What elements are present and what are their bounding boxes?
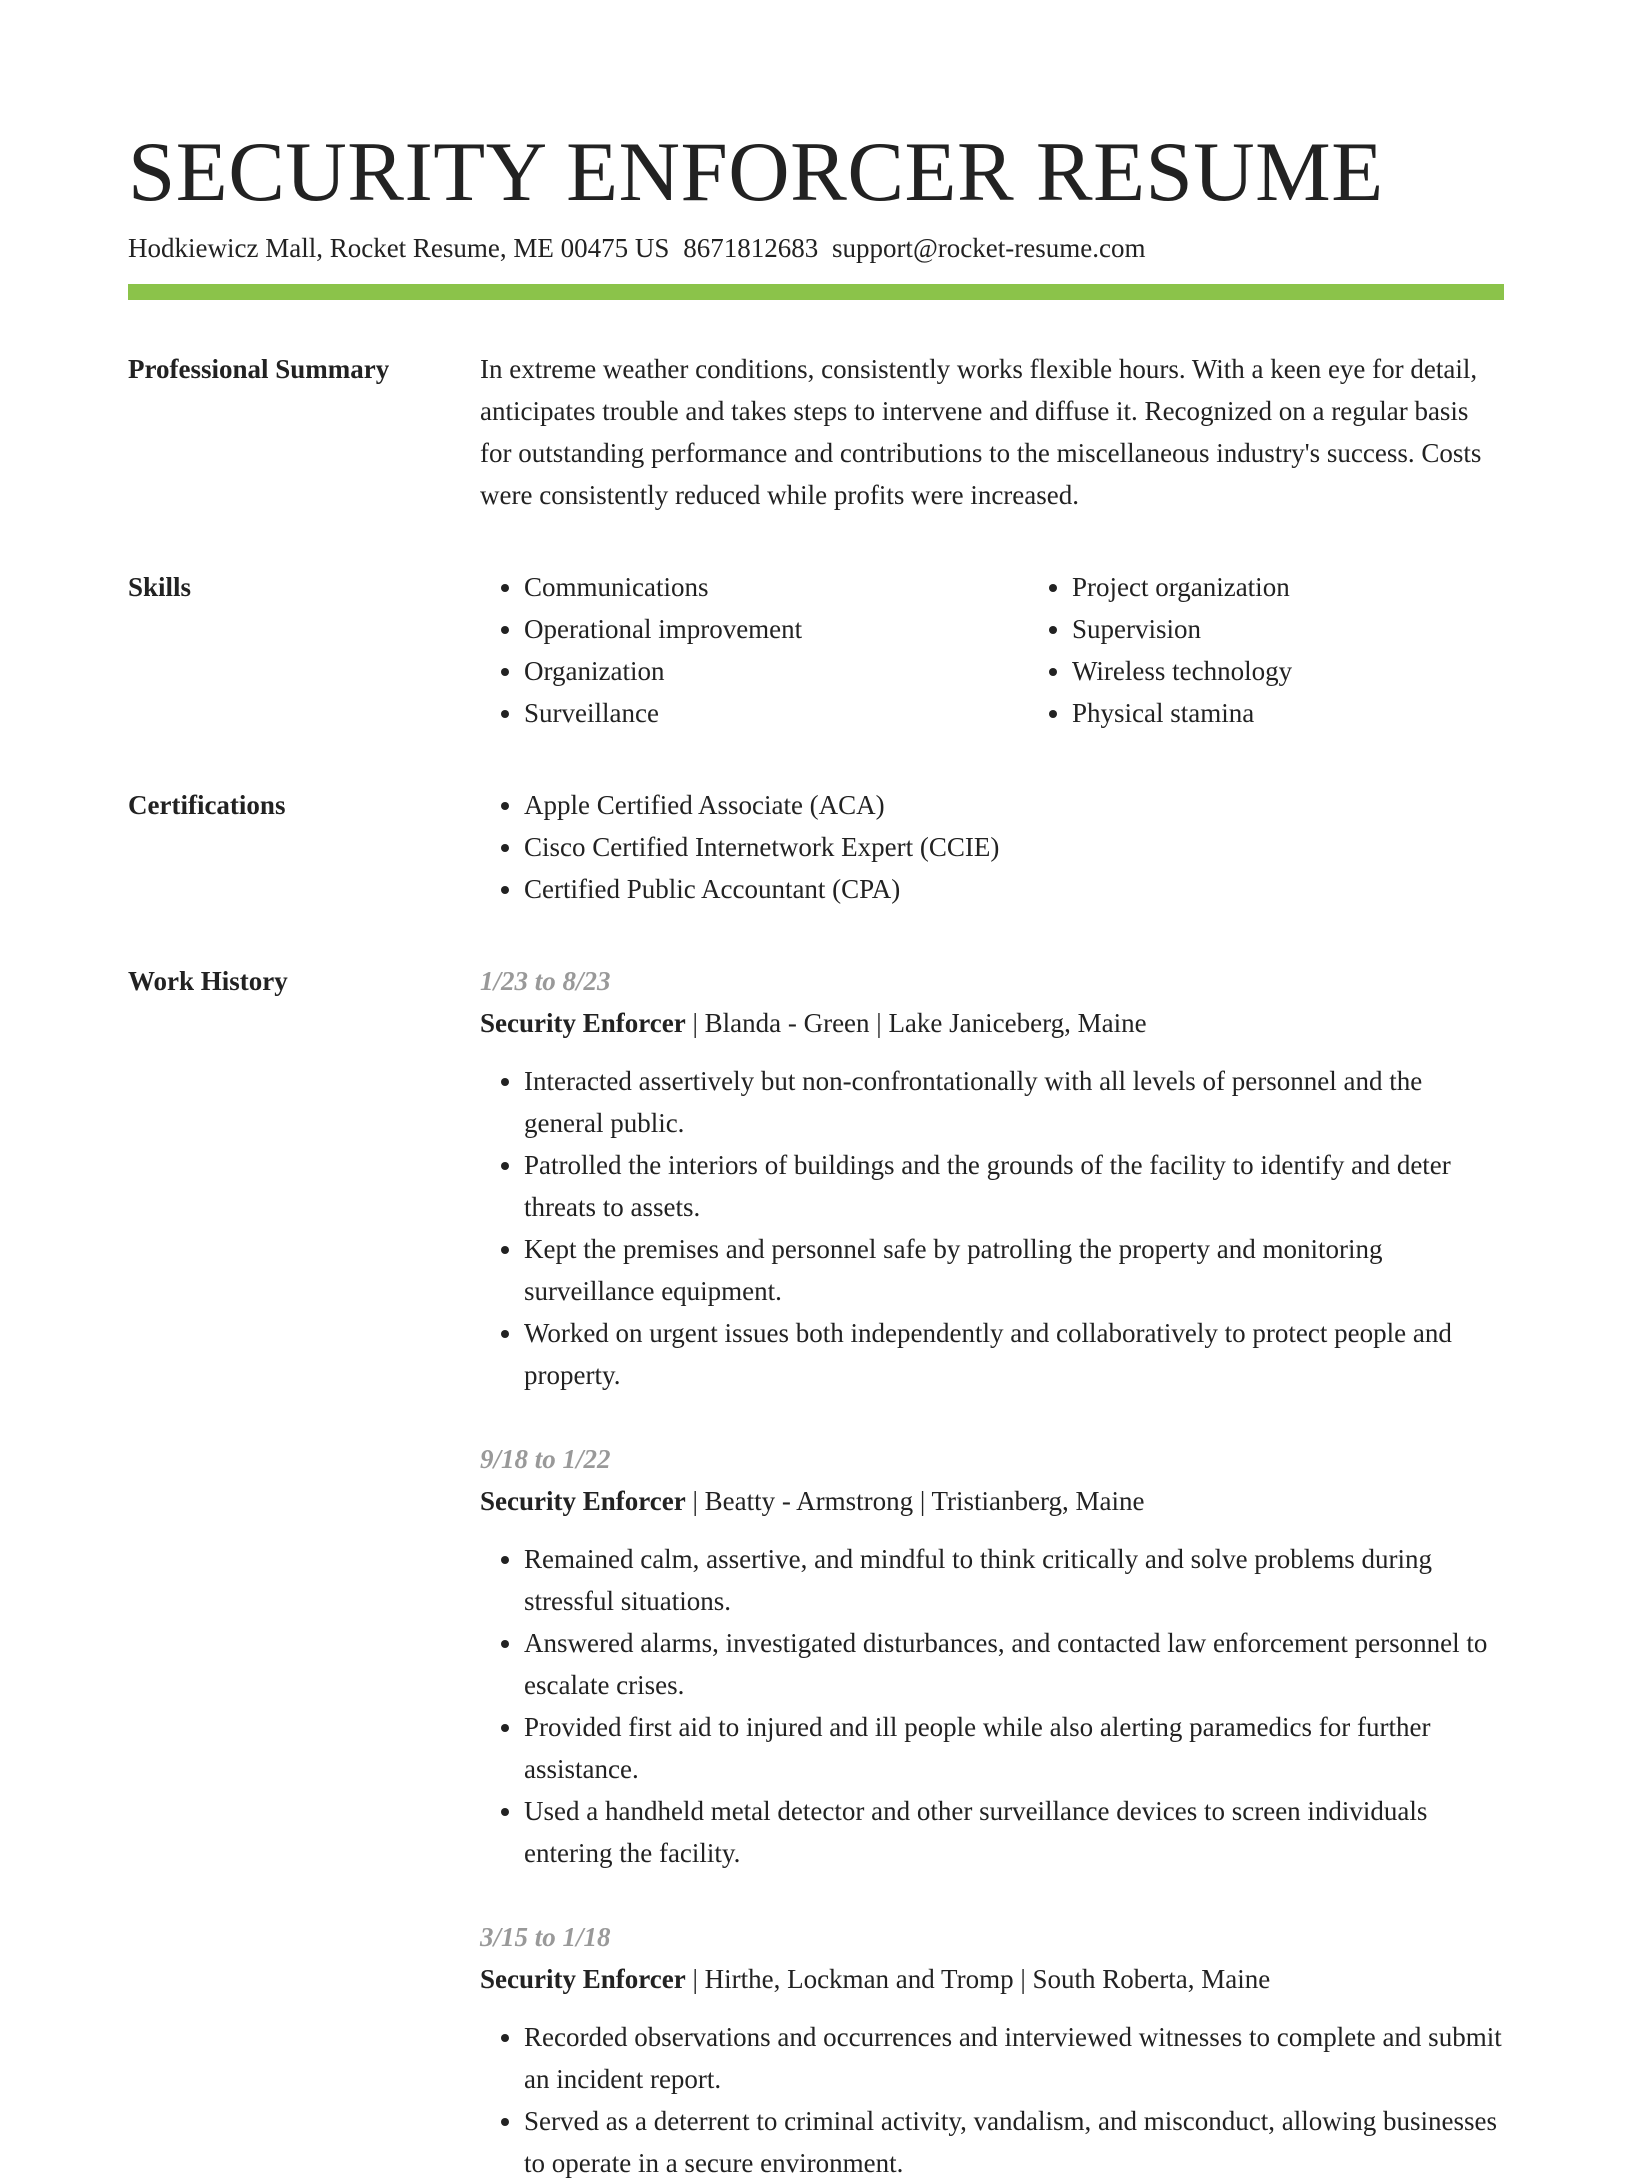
certifications-section (128, 784, 1504, 910)
certification-item: • Cisco Certified Internetwork Expert (CCIE) (524, 826, 1504, 868)
job-heading (480, 1002, 1504, 1044)
job-title: Security Enforcer (480, 1008, 686, 1038)
job-title: Security Enforcer (480, 1486, 686, 1516)
job-bullet: • Kept the premises and personnel safe by patrolling the property and monitoring surveillance equipment. (524, 1228, 1504, 1312)
job-bullet: • Worked on urgent issues both independently and collaboratively to protect people and property. (524, 1312, 1504, 1396)
skills-column-left (480, 566, 1028, 734)
skill-item: • Communications (524, 566, 1028, 608)
job-employer: | Hirthe, Lockman and Tromp | South Roberta, Maine (685, 1964, 1271, 1994)
address: Hodkiewicz Mall, Rocket Resume, ME 00475 US (128, 233, 670, 263)
job-bullet: • Used a handheld metal detector and other surveillance devices to screen individuals entering the facility. (524, 1790, 1504, 1874)
job-entry (480, 1916, 1504, 2184)
job-heading (480, 1480, 1504, 1522)
job-bullet: • Patrolled the interiors of buildings and the grounds of the facility to identify and deter threats to assets. (524, 1144, 1504, 1228)
job-heading (480, 1958, 1504, 2000)
job-dates: 9/18 to 1/22 (480, 1444, 611, 1474)
skills-column-right (1028, 566, 1576, 734)
job-bullet: • Recorded observations and occurrences and interviewed witnesses to complete and submit an incident report. (524, 2016, 1504, 2100)
summary-heading: Professional Summary (128, 354, 390, 384)
phone: 8671812683 (683, 233, 819, 263)
work-history-list (480, 960, 1504, 2184)
certification-item: • Apple Certified Associate (ACA) (524, 784, 1504, 826)
work-history-heading: Work History (128, 966, 288, 996)
certification-item: • Certified Public Accountant (CPA) (524, 868, 1504, 910)
summary-text: In extreme weather conditions, consistently works flexible hours. With a keen eye for detail, anticipates trouble and takes steps to intervene and diffuse it. Recognized on a regular basis for outstanding performance and contributions to the miscellaneous industry's success. Costs were consistently reduced while profits were increased. (480, 354, 1482, 510)
email: support@rocket-resume.com (831, 233, 1146, 263)
skills-section (128, 566, 1504, 734)
skill-item: • Organization (524, 650, 1028, 692)
skill-item: • Surveillance (524, 692, 1028, 734)
job-bullets (480, 1538, 1504, 1874)
header-divider (128, 284, 1504, 300)
job-employer: | Beatty - Armstrong | Tristianberg, Maine (685, 1486, 1145, 1516)
job-entry (480, 1438, 1504, 1874)
job-title: Security Enforcer (480, 1964, 686, 1994)
job-employer: | Blanda - Green | Lake Janiceberg, Maine (685, 1008, 1147, 1038)
skill-item: • Supervision (1072, 608, 1576, 650)
certifications-list (480, 784, 1504, 910)
job-bullets (480, 1060, 1504, 1396)
job-bullets (480, 2016, 1504, 2184)
skill-item: • Wireless technology (1072, 650, 1576, 692)
work-history-section (128, 960, 1504, 2184)
job-dates: 1/23 to 8/23 (480, 966, 611, 996)
job-dates: 3/15 to 1/18 (480, 1922, 611, 1952)
job-bullet: • Provided first aid to injured and ill people while also alerting paramedics for further assistance. (524, 1706, 1504, 1790)
skills-heading: Skills (128, 572, 192, 602)
job-bullet: • Answered alarms, investigated disturbances, and contacted law enforcement personnel to escalate crises. (524, 1622, 1504, 1706)
skill-item: • Project organization (1072, 566, 1576, 608)
summary-section (128, 348, 1504, 516)
skills-list (480, 566, 1576, 734)
resume-page (128, 0, 1504, 2184)
skill-item: • Physical stamina (1072, 692, 1576, 734)
resume-title: SECURITY ENFORCER RESUME (128, 125, 1384, 219)
skill-item: • Operational improvement (524, 608, 1028, 650)
job-bullet: • Served as a deterrent to criminal activity, vandalism, and misconduct, allowing businesses to operate in a secure environment. (524, 2100, 1504, 2184)
contact-line (128, 230, 1504, 266)
job-entry (480, 960, 1504, 1396)
job-bullet: • Remained calm, assertive, and mindful to think critically and solve problems during stressful situations. (524, 1538, 1504, 1622)
certifications-heading: Certifications (128, 790, 286, 820)
job-bullet: • Interacted assertively but non-confrontationally with all levels of personnel and the general public. (524, 1060, 1504, 1144)
